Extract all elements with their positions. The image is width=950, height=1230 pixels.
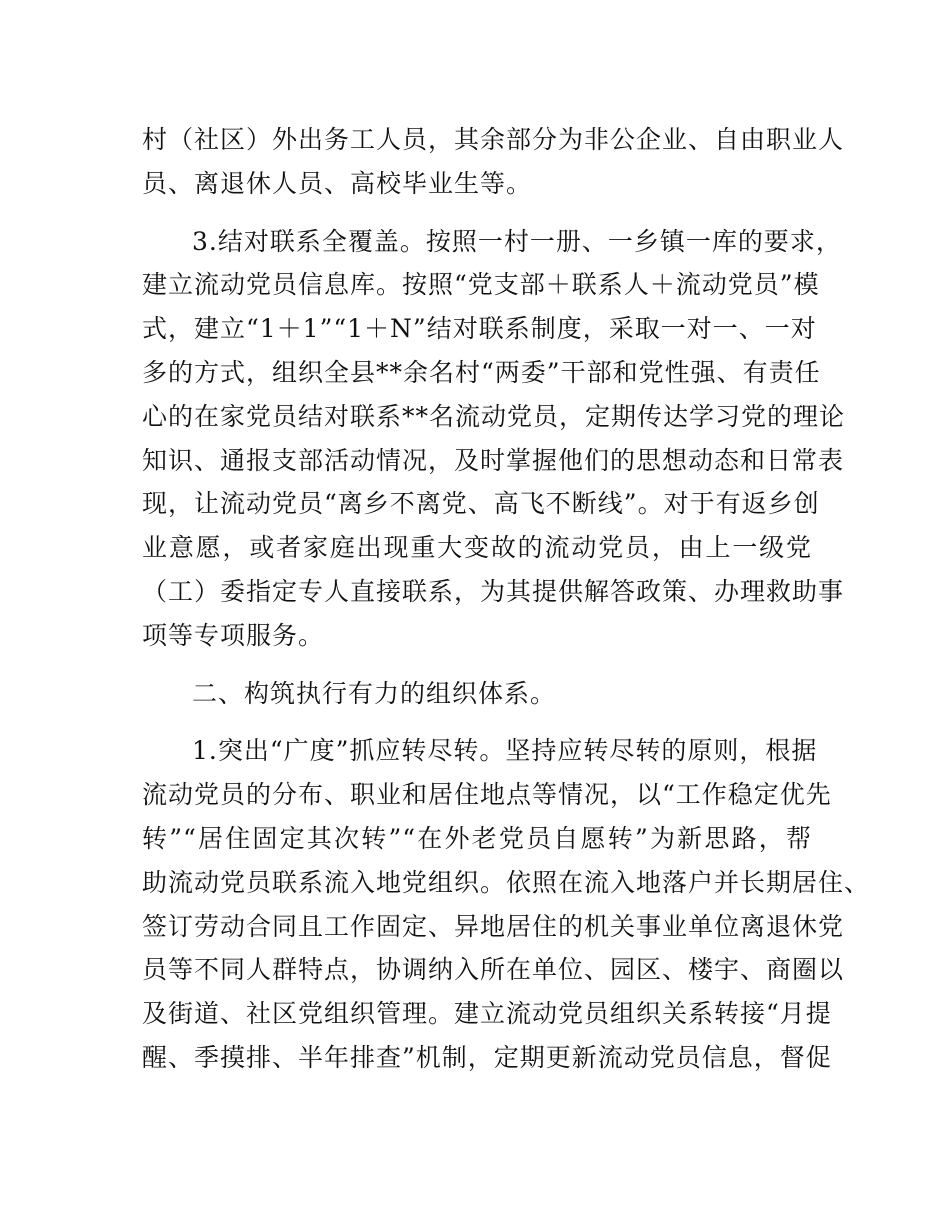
text-line: 建立流动党员信息库。按照“党支部＋联系人＋流动党员”模	[142, 270, 820, 300]
text-line: 村（社区）外出务工人员，其余部分为非公企业、自由职业人	[142, 125, 845, 154]
text-line: （工）委指定专人直接联系，为其提供解答政策、办理救助事	[142, 576, 845, 606]
text-line: 现，让流动党员“离乡不离党、高飞不断线”。对于有返乡创	[142, 489, 820, 519]
text-line: 3.结对联系全覆盖。按照一村一册、一乡镇一库的要求，	[192, 226, 842, 256]
text-line: 及街道、社区党组织管理。建立流动党员组织关系转接“月提	[142, 999, 832, 1029]
text-line: 员、离退休人员、高校毕业生等。	[142, 168, 533, 198]
text-line: 式，建立“1＋1”“1＋N”结对联系制度，采取一对一、一对	[142, 314, 817, 344]
text-line: 知识、通报支部活动情况，及时掌握他们的思想动态和日常表	[142, 445, 845, 475]
document-body	[142, 118, 871, 1080]
text-line: 1.突出“广度”抓应转尽转。坚持应转尽转的原则，根据	[192, 736, 818, 766]
text-line: 业意愿，或者家庭出现重大变故的流动党员，由上一级党	[142, 533, 812, 563]
text-line: 多的方式，组织全县**余名村“两委”干部和党性强、有责任	[142, 357, 821, 387]
section-heading: 二、构筑执行有力的组织体系。	[192, 678, 557, 708]
text-line: 员等不同人群特点，协调纳入所在单位、园区、楼宇、商圈以	[142, 955, 845, 985]
text-line: 助流动党员联系流入地党组织。依照在流入地落户并长期居住、	[142, 867, 871, 897]
text-line: 流动党员的分布、职业和居住地点等情况，以“工作稳定优先	[142, 780, 832, 810]
text-line: 项等专项服务。	[142, 620, 325, 650]
text-line: 转”“居住固定其次转”“在外老党员自愿转”为新思路，帮	[142, 823, 812, 853]
text-line: 心的在家党员结对联系**名流动党员，定期传达学习党的理论	[142, 401, 846, 431]
text-line: 醒、季摸排、半年排查”机制，定期更新流动党员信息，督促	[142, 1042, 832, 1072]
text-line: 签订劳动合同且工作固定、异地居住的机关事业单位离退休党	[142, 911, 845, 941]
